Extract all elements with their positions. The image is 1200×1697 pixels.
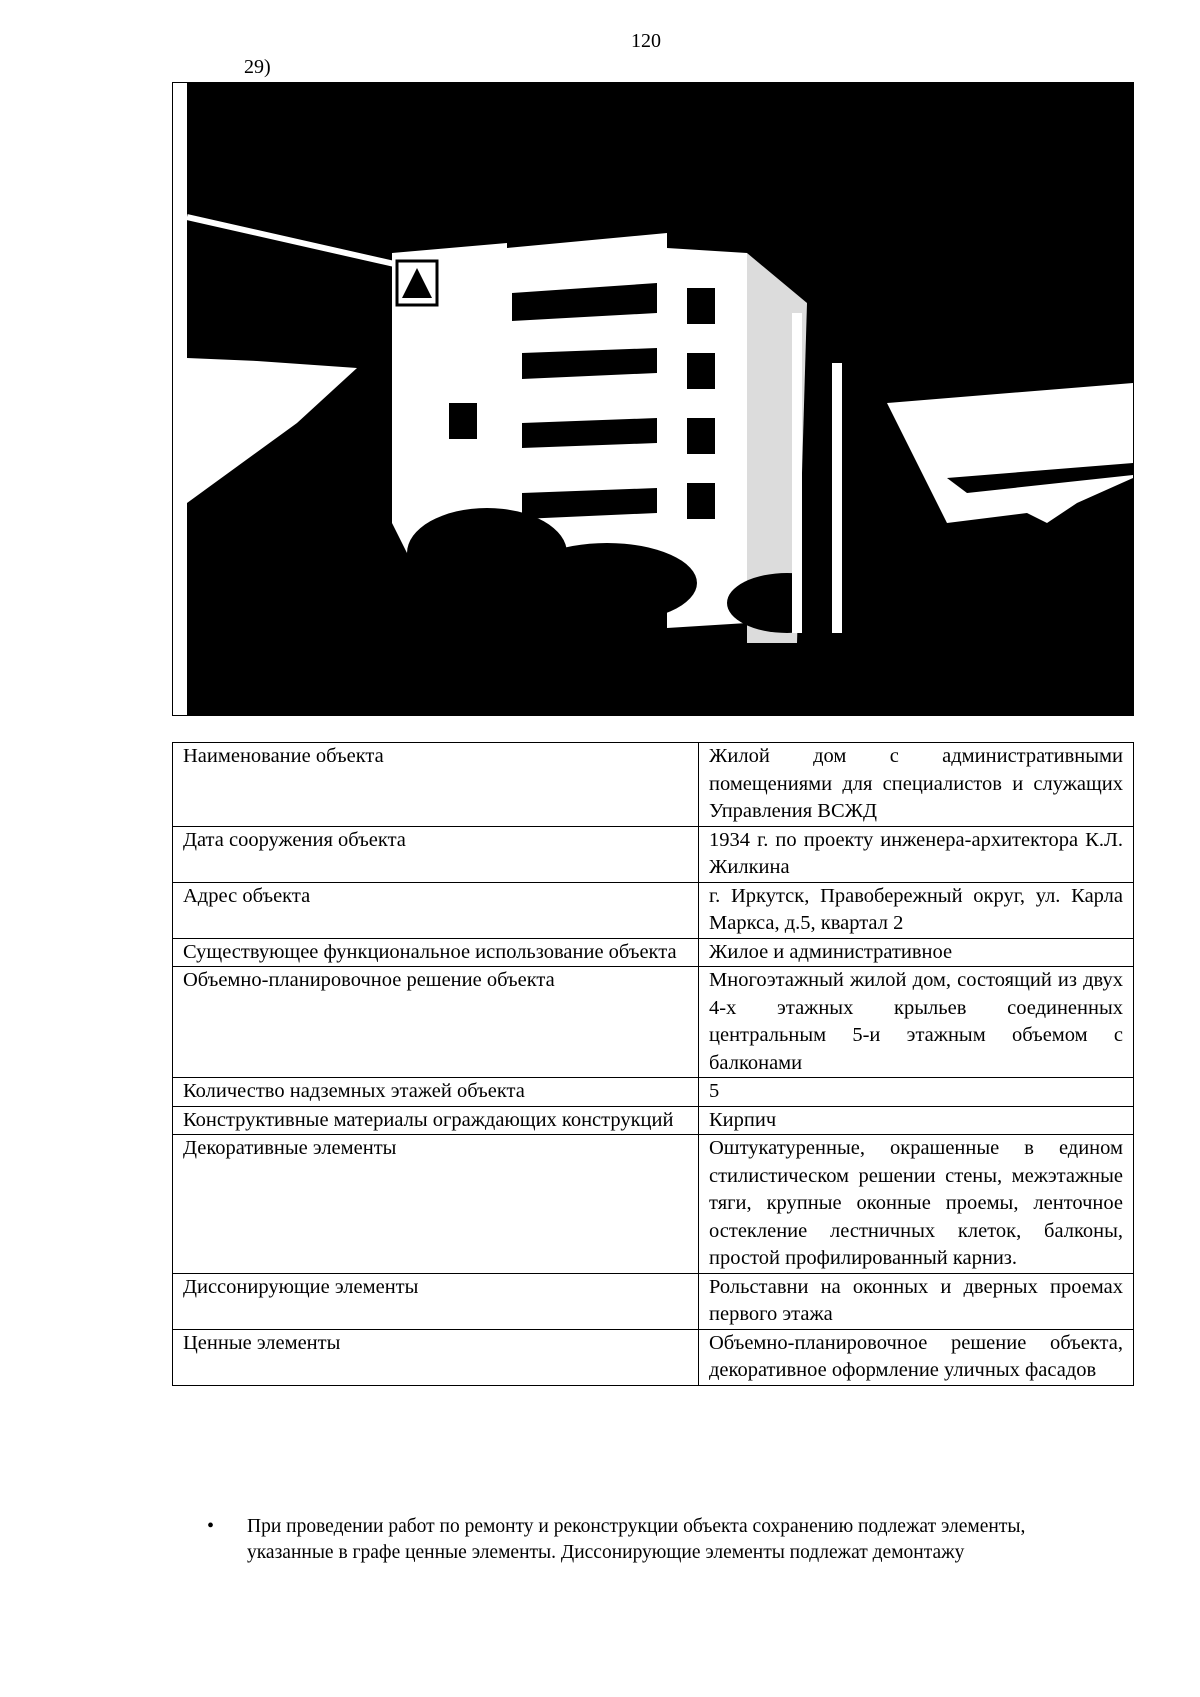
bullet-icon: • <box>207 1515 215 1537</box>
object-info-table <box>172 742 1134 1386</box>
list-item <box>203 1514 1083 1566</box>
item-number: 29) <box>244 56 271 78</box>
row-label: Диссонирующие элементы <box>173 1273 699 1329</box>
table-row <box>173 1106 1134 1135</box>
row-value: Жилое и административное <box>699 938 1134 967</box>
row-label: Конструктивные материалы ограждающих конструкций <box>173 1106 699 1135</box>
row-label: Количество надземных этажей объекта <box>173 1078 699 1107</box>
row-label: Дата сооружения объекта <box>173 826 699 882</box>
row-label: Существующее функциональное использование объекта <box>173 938 699 967</box>
building-photo-icon <box>187 83 1133 715</box>
row-value: 5 <box>699 1078 1134 1107</box>
row-value: Жилой дом с административными помещениями для специалистов и служащих Управления ВСЖД <box>699 743 1134 827</box>
row-value: 1934 г. по проекту инженера-архитектора К.Л. Жилкина <box>699 826 1134 882</box>
row-value: Рольставни на оконных и дверных проемах первого этажа <box>699 1273 1134 1329</box>
row-label: Ценные элементы <box>173 1329 699 1385</box>
building-photo <box>172 82 1134 716</box>
row-value: Кирпич <box>699 1106 1134 1135</box>
table-row <box>173 1135 1134 1274</box>
table-row <box>173 1273 1134 1329</box>
row-label: Наименование объекта <box>173 743 699 827</box>
table-row <box>173 1329 1134 1385</box>
table-row <box>173 938 1134 967</box>
table-row <box>173 967 1134 1078</box>
page-number: 120 <box>631 30 661 52</box>
note-text: При проведении работ по ремонту и реконструкции объекта сохранению подлежат элементы, указанные в графе ценные элементы. Диссонирующие элементы подлежат демонтажу <box>247 1516 1026 1563</box>
row-label: Декоративные элементы <box>173 1135 699 1274</box>
row-value: г. Иркутск, Правобережный округ, ул. Карла Маркса, д.5, квартал 2 <box>699 882 1134 938</box>
table-row <box>173 743 1134 827</box>
notes-list <box>203 1514 1083 1566</box>
row-value: Оштукатуренные, окрашенные в едином стилистическом решении стены, межэтажные тяги, крупные оконные проемы, ленточное остекление лестничных клеток, балконы, простой профилированный карниз. <box>699 1135 1134 1274</box>
table-row <box>173 1078 1134 1107</box>
row-value: Объемно-планировочное решение объекта, декоративное оформление уличных фасадов <box>699 1329 1134 1385</box>
row-label: Объемно-планировочное решение объекта <box>173 967 699 1078</box>
table-row <box>173 882 1134 938</box>
row-label: Адрес объекта <box>173 882 699 938</box>
row-value: Многоэтажный жилой дом, состоящий из двух 4-х этажных крыльев соединенных центральным 5-и этажным объемом с балконами <box>699 967 1134 1078</box>
table-row <box>173 826 1134 882</box>
